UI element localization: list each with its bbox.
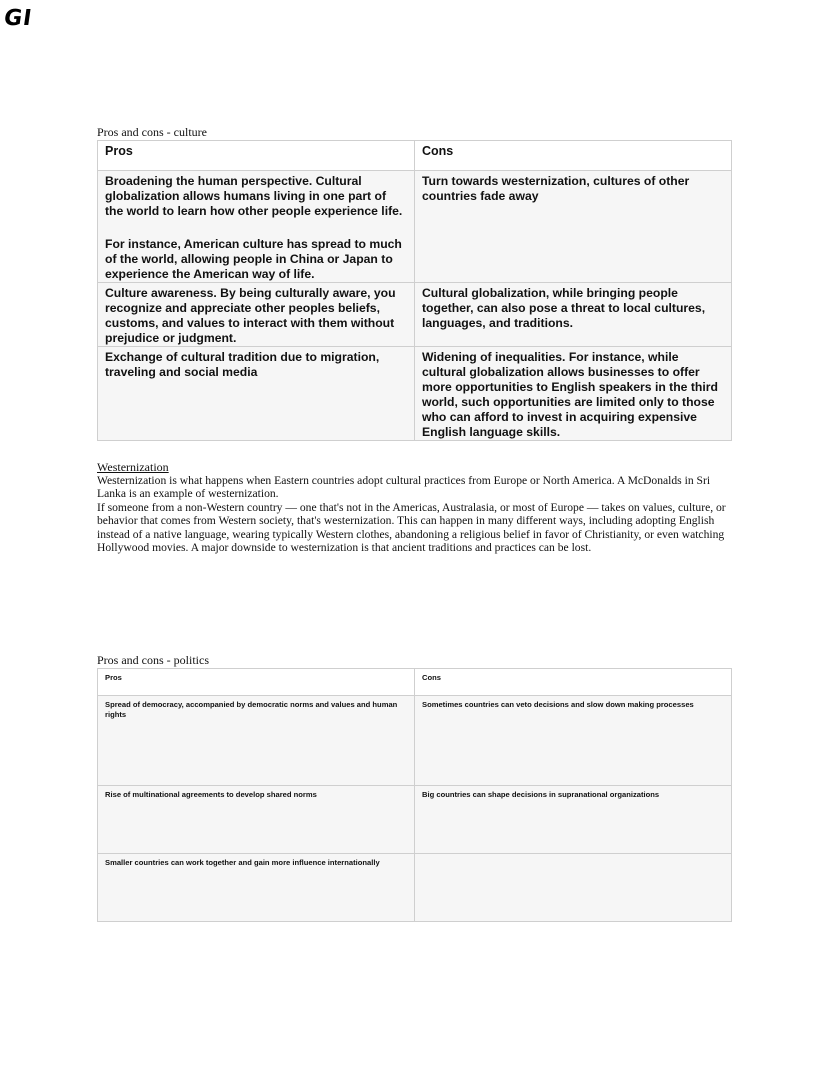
cons-column-header: Cons [415,141,732,171]
cons-cell [415,854,732,922]
cell-text: Smaller countries can work together and gain more influence internationally [105,858,380,867]
pros-column-header [98,669,415,696]
pros-cell [98,854,415,922]
pros-cell [98,283,415,347]
cell-text: Spread of democracy, accompanied by democratic norms and values and human rights [105,700,398,719]
cell-text [422,854,724,858]
table-header-row [98,141,732,171]
culture-table-caption: Pros and cons - culture [97,125,207,139]
cell-text: Pros [105,673,122,682]
culture-pros-cons-table [97,140,732,441]
cons-cell [415,171,732,283]
pros-cell [98,171,415,283]
table-row [98,171,732,283]
cell-text: Exchange of cultural tradition due to migration, traveling and social media [105,350,380,379]
pros-cell [98,696,415,786]
cell-text: Culture awareness. By being culturally aware, you recognize and appreciate other peoples beliefs, customs, and values to interact with them without prejudice or judgment. [105,286,396,345]
politics-table-caption: Pros and cons - politics [97,653,209,667]
cell-text: Broadening the human perspective. Cultural globalization allows humans living in one part of the world to learn how other people experience life. [105,174,403,218]
cons-cell [415,283,732,347]
table-row [98,696,732,786]
pros-cell [98,786,415,854]
cell-text: Widening of inequalities. For instance, while cultural globalization allows businesses to offer more opportunities to English speakers in the third world, such opportunities are limited only to those who can afford to invest in acquiring expensive English language skills. [422,350,718,439]
westernization-paragraph: If someone from a non-Western country — one that's not in the Americas, Australasia, or most of Europe — takes on values, culture, or behavior that comes from Western society, that's westernization. This can happen in many different ways, including adopting English instead of a native language, wearing typically Western clothes, abandoning a religious belief in favor of Christianity, or even watching Hollywood movies. A major downside to westernization is that ancient traditions and practices can be lost. [97,500,726,555]
cell-text: For instance, American culture has spread to much of the world, allowing people in China or Japan to experience the American way of life. [105,237,402,281]
handwritten-mark: GI [2,6,35,31]
cell-text: Cons [422,673,441,682]
westernization-heading: Westernization [97,460,169,474]
table-header-row [98,669,732,696]
cons-cell [415,347,732,441]
cell-text: Turn towards westernization, cultures of other countries fade away [422,174,690,203]
cell-text: Rise of multinational agreements to develop shared norms [105,790,317,799]
cell-text: Big countries can shape decisions in supranational organizations [422,790,660,799]
cons-cell [415,786,732,854]
cell-text: Sometimes countries can veto decisions and slow down making processes [422,700,694,709]
cons-column-header [415,669,732,696]
westernization-body [97,474,733,554]
table-row [98,854,732,922]
table-row [98,347,732,441]
table-row [98,283,732,347]
pros-column-header: Pros [98,141,415,171]
westernization-paragraph: Westernization is what happens when Eastern countries adopt cultural practices from Europe or North America. A McDonalds in Sri Lanka is an example of westernization. [97,474,711,501]
cons-cell [415,696,732,786]
table-row [98,786,732,854]
pros-cell [98,347,415,441]
politics-pros-cons-table [97,668,732,922]
cell-text: Cultural globalization, while bringing people together, can also pose a threat to local cultures, languages, and traditions. [422,286,706,330]
